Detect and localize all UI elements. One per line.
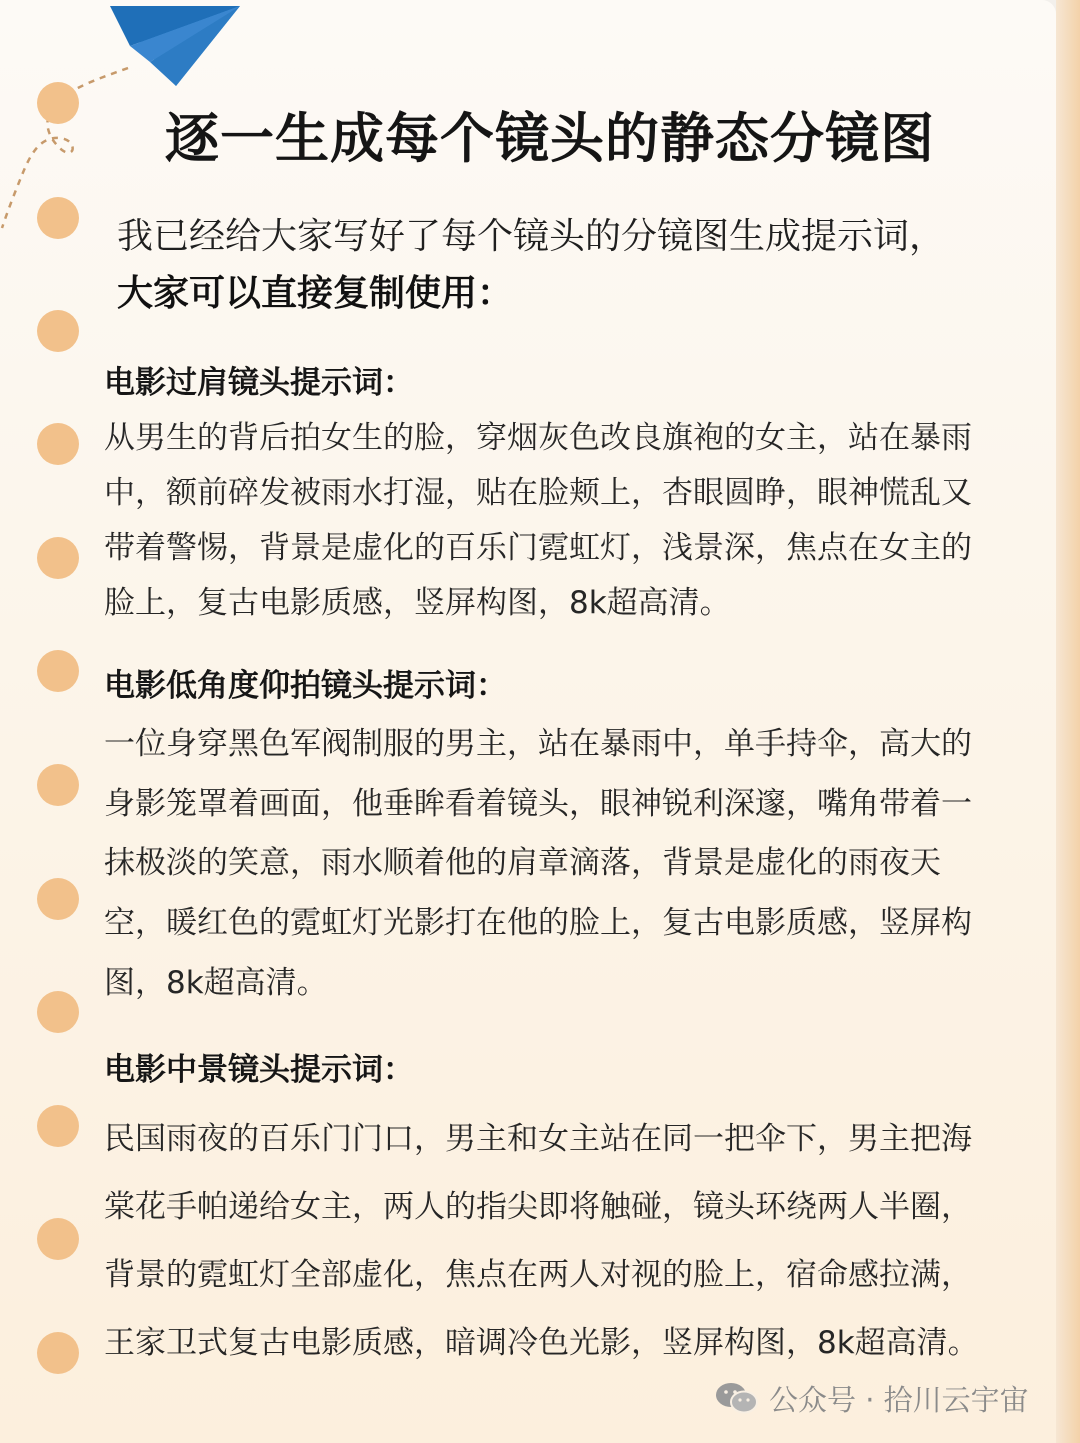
decorative-dot	[37, 310, 79, 352]
section-heading: 电影中景镜头提示词：	[104, 1052, 414, 1088]
section-line: 一位身穿黑色军阀制服的男主，站在暴雨中，单手持伞，高大的	[104, 726, 972, 762]
decorative-dot	[37, 537, 79, 579]
right-accent-strip	[1056, 0, 1080, 1443]
decorative-dot	[37, 650, 79, 692]
decorative-dot	[37, 82, 79, 124]
section-line: 从男生的背后拍女生的脸，穿烟灰色改良旗袍的女主，站在暴雨	[104, 420, 972, 456]
section-line: 背景的霓虹灯全部虚化，焦点在两人对视的脸上，宿命感拉满，	[104, 1257, 972, 1293]
footer-watermark	[715, 1378, 1055, 1418]
section-heading: 电影低角度仰拍镜头提示词：	[104, 668, 507, 704]
section-line: 空，暖红色的霓虹灯光影打在他的脸上，复古电影质感，竖屏构	[104, 905, 972, 941]
decorative-dot	[37, 423, 79, 465]
decorative-dot	[37, 878, 79, 920]
page-title: 逐一生成每个镜头的静态分镜图	[165, 107, 935, 170]
intro-line: 我已经给大家写好了每个镜头的分镜图生成提示词，	[117, 216, 946, 257]
section-heading: 电影过肩镜头提示词：	[104, 365, 414, 401]
section-line: 民国雨夜的百乐门门口，男主和女主站在同一把伞下，男主把海	[104, 1121, 972, 1157]
footer-text: 公众号 · 拾川云宇宙	[769, 1382, 1029, 1417]
section-line: 王家卫式复古电影质感，暗调冷色光影，竖屏构图，8k超高清。	[104, 1325, 979, 1361]
decorative-dot	[37, 1332, 79, 1374]
intro-line-bold: 大家可以直接复制使用：	[117, 273, 514, 314]
decorative-dot	[37, 1105, 79, 1147]
section-line: 图，8k超高清。	[104, 965, 328, 1001]
section-line: 棠花手帕递给女主，两人的指尖即将触碰，镜头环绕两人半圈，	[104, 1189, 972, 1225]
section-line: 脸上，复古电影质感，竖屏构图，8k超高清。	[104, 585, 731, 621]
wechat-icon	[715, 1381, 759, 1415]
decorative-dot	[37, 1218, 79, 1260]
decorative-dot	[37, 991, 79, 1033]
decorative-dot	[37, 197, 79, 239]
section-line: 带着警惕，背景是虚化的百乐门霓虹灯，浅景深，焦点在女主的	[104, 530, 972, 566]
section-line: 身影笼罩着画面，他垂眸看着镜头，眼神锐利深邃，嘴角带着一	[104, 786, 972, 822]
decorative-dot	[37, 764, 79, 806]
section-line: 抹极淡的笑意，雨水顺着他的肩章滴落，背景是虚化的雨夜天	[104, 845, 941, 881]
section-line: 中，额前碎发被雨水打湿，贴在脸颊上，杏眼圆睁，眼神慌乱又	[104, 475, 972, 511]
